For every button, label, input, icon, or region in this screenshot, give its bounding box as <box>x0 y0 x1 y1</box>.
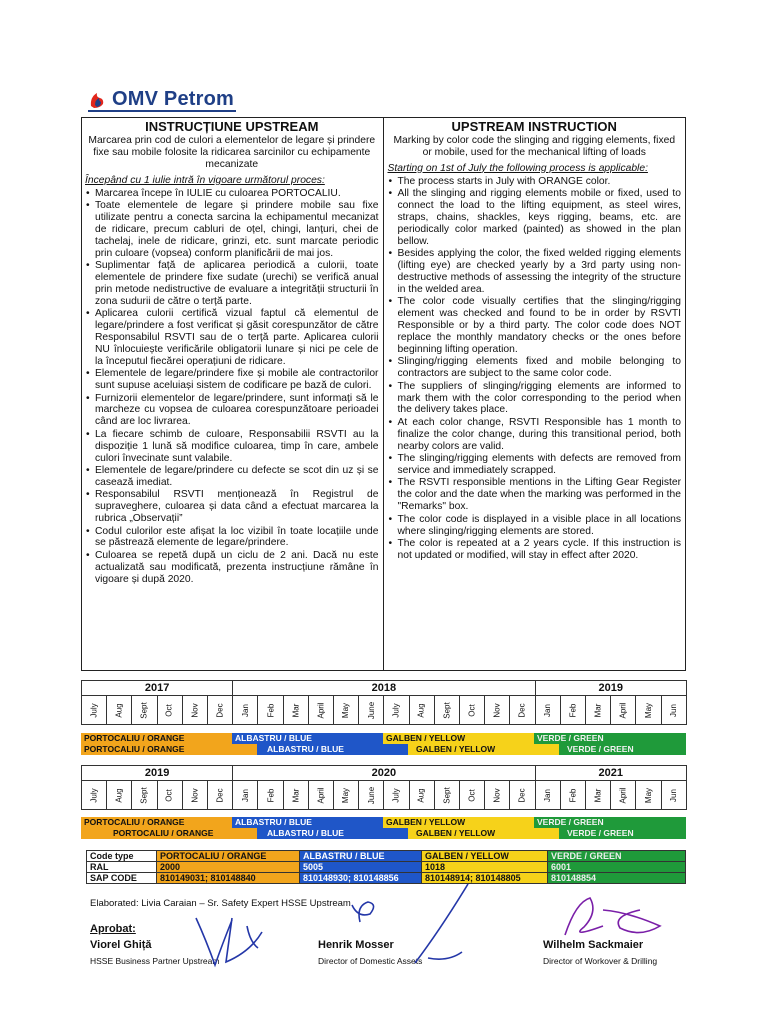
month-label: Oct <box>467 704 477 717</box>
band-yellow-transition: GALBEN / YELLOW <box>408 828 559 839</box>
month-label: Mar <box>593 703 603 718</box>
month-label: April <box>316 702 326 719</box>
signature-2 <box>352 884 468 963</box>
signatory-1-name: Viorel Ghiță <box>90 939 152 951</box>
month-cell <box>233 696 258 725</box>
english-column <box>384 118 686 670</box>
band-green-transition: VERDE / GREEN <box>559 828 686 839</box>
month-cell <box>434 781 459 810</box>
band-yellow: GALBEN / YELLOW <box>383 733 534 744</box>
month-cell <box>107 696 132 725</box>
list-item: • Slinging/rigging elements fixed and mobile belonging to contractors are subject to the same color code. <box>388 356 682 380</box>
month-label: July <box>391 703 401 718</box>
month-cell <box>283 781 308 810</box>
month-label: Nov <box>190 788 200 803</box>
signatory-2-role: Director of Domestic Assets <box>318 956 423 966</box>
right-title: UPSTREAM INSTRUCTION <box>451 119 617 134</box>
code-cell: 810148914; 810148805 <box>422 873 548 884</box>
code-cell: 2000 <box>157 862 300 873</box>
code-label: RAL <box>87 862 157 873</box>
list-item: • Culoarea se repetă după un ciclu de 2 ani. Dacă nu este actualizată sau modificată, prezenta instrucțiune rămâne în vigoare și după 2020. <box>85 550 379 586</box>
code-cell: 810148930; 810148856 <box>300 873 422 884</box>
code-cell: 810148854 <box>548 873 686 884</box>
month-cell <box>283 696 308 725</box>
month-label: April <box>618 702 628 719</box>
month-label: April <box>316 787 326 804</box>
list-item: • Responsabilul RSVTI menționează în Registrul de supraveghere, culoarea și data când a efectuat marcarea la rubrica „Observații” <box>85 489 379 525</box>
month-cell <box>560 696 585 725</box>
month-cell <box>132 781 157 810</box>
band-blue: ALBASTRU / BLUE <box>232 733 383 744</box>
code-cell: ALBASTRU / BLUE <box>300 851 422 862</box>
month-cell <box>308 781 333 810</box>
signatory-3-role: Director of Workover & Drilling <box>543 956 658 966</box>
list-item: • The process starts in July with ORANGE color. <box>388 176 682 188</box>
code-cell: PORTOCALIU / ORANGE <box>157 851 300 862</box>
month-label: Dec <box>215 703 225 718</box>
month-label: Jun <box>669 789 679 802</box>
band-orange-transition: PORTOCALIU / ORANGE <box>81 744 257 755</box>
months-row-1 <box>82 696 687 725</box>
month-cell <box>157 781 182 810</box>
month-label: Feb <box>265 703 275 718</box>
month-cell <box>207 781 232 810</box>
month-cell <box>157 696 182 725</box>
month-label: Feb <box>568 703 578 718</box>
list-item: • The color is repeated at a 2 years cycle. If this instruction is not updated or modified, will stay in effect after 2020. <box>388 538 682 562</box>
year-cell: 2017 <box>82 681 233 696</box>
month-label: Nov <box>492 703 502 718</box>
code-label: SAP CODE <box>87 873 157 884</box>
month-cell <box>535 696 560 725</box>
month-cell <box>409 781 434 810</box>
month-cell <box>182 781 207 810</box>
list-item: • Aplicarea culorii certifică vizual faptul că elementul de legare/prindere a fost verificat și găsit corespunzător de către Responsabilul RSVTI sau de o terță parte. Aplicarea culorii NU înlocuiește verificările obligatorii lunare și nici pe cele de la începutul fiecărei operațiuni de ridicare. <box>85 308 379 368</box>
month-cell <box>409 696 434 725</box>
list-item: • Elementele de legare/prindere fixe și mobile ale contractorilor sunt supuse aceluiași sistem de codificare pe bază de culori. <box>85 368 379 392</box>
month-cell <box>636 781 661 810</box>
list-item: • Codul culorilor este afișat la loc vizibil în toate locațiile unde se păstrează elemente de legare/prindere. <box>85 526 379 550</box>
list-item: • The slinging/rigging elements with defects are removed from service and immediately scrapped. <box>388 453 682 477</box>
band-yellow: GALBEN / YELLOW <box>383 817 534 828</box>
list-item: • La fiecare schimb de culoare, Responsabilii RSVTI au la dispoziție 1 lună să modifice culoarea, timp în care, ambele culori învecinate sunt valabile. <box>85 429 379 465</box>
month-label: Mar <box>291 703 301 718</box>
signature-3 <box>565 898 660 935</box>
month-cell <box>459 781 484 810</box>
table-row <box>87 851 686 862</box>
list-item: • Suplimentar față de aplicarea periodică a culorii, toate elementele de prindere fixe sudate (urechi) se verifică anual prin metode nedistructive de evaluare a integrității structurii în zona sudurii de către o terță parte. <box>85 260 379 308</box>
month-label: Jan <box>543 789 553 802</box>
list-item: • Besides applying the color, the fixed welded rigging elements (lifting eye) are checked yearly by a 3rd party using non-destructive methods of assessing the integrity of the structure in the welded area. <box>388 248 682 296</box>
list-item: • Marcarea începe în IULIE cu culoarea PORTOCALIU. <box>85 188 379 200</box>
month-label: Oct <box>165 704 175 717</box>
month-cell <box>510 696 535 725</box>
band-blue-transition: ALBASTRU / BLUE <box>257 828 408 839</box>
list-item: • Elementele de legare/prindere cu defecte se scot din uz și se casează imediat. <box>85 465 379 489</box>
list-item: • At each color change, RSVTI Responsible has 1 month to finalize the color change, during this transitional period, both nearby colors are valid. <box>388 417 682 453</box>
brand-name: OMV Petrom <box>112 87 235 110</box>
omv-petrom-logo <box>88 86 234 112</box>
approved-label: Aprobat: <box>90 923 136 935</box>
month-cell <box>485 781 510 810</box>
table-row <box>87 873 686 884</box>
month-label: Aug <box>114 788 124 803</box>
month-label: Sept <box>442 702 452 719</box>
band-blue: ALBASTRU / BLUE <box>232 817 383 828</box>
month-cell <box>535 781 560 810</box>
month-cell <box>182 696 207 725</box>
list-item: • The color code visually certifies that the slinging/rigging element was checked and found to be in order by RSVTI Responsible or by a third party. The color code does NOT replace the monthly mandatory checks or the ones before beginning lifting operation. <box>388 296 682 356</box>
month-label: Dec <box>517 703 527 718</box>
month-label: Sept <box>139 787 149 804</box>
month-cell <box>82 781 107 810</box>
table-row <box>87 862 686 873</box>
instruction-columns <box>81 117 686 671</box>
month-label: May <box>341 787 351 804</box>
left-title: INSTRUCȚIUNE UPSTREAM <box>145 119 319 134</box>
code-label: Code type <box>87 851 157 862</box>
month-cell <box>359 696 384 725</box>
month-label: June <box>366 701 376 720</box>
list-item: • All the slinging and rigging elements mobile or fixed, used to connect the load to the lifting equipment, as steel wires, straps, chains, shackles, keys rigging, beams, etc. are periodically color marked (painted) as showed in the plan bellow. <box>388 188 682 248</box>
month-cell <box>661 696 686 725</box>
month-cell <box>233 781 258 810</box>
year-cell: 2018 <box>233 681 535 696</box>
month-label: Jan <box>240 789 250 802</box>
month-label: April <box>618 787 628 804</box>
band-orange: PORTOCALIU / ORANGE <box>81 817 232 828</box>
code-cell: VERDE / GREEN <box>548 851 686 862</box>
schedule-table-1 <box>81 680 687 725</box>
year-cell: 2019 <box>535 681 686 696</box>
band-green: VERDE / GREEN <box>534 733 686 744</box>
romanian-column <box>82 118 384 670</box>
code-cell: 5005 <box>300 862 422 873</box>
month-cell <box>560 781 585 810</box>
month-cell <box>611 696 636 725</box>
petrom-flame-icon <box>88 89 108 109</box>
right-intro: Starting on 1st of July the following process is applicable: <box>387 162 648 174</box>
list-item: • Toate elementele de legare și prindere mobile sau fixe utilizate pentru a conecta sarcina la echipamentul mecanizat de ridicare, precum cabluri de oțel, chingi, lanțuri, chei de tachelaj, inele de ridicare, grinzi, etc. sunt marcate periodic prin culoare (vopsea) conform planificării de mai jos. <box>85 200 379 260</box>
month-label: July <box>391 788 401 803</box>
band-green-transition: VERDE / GREEN <box>559 744 686 755</box>
month-cell <box>132 696 157 725</box>
month-label: Mar <box>291 788 301 803</box>
list-item: • The color code is displayed in a visible place in all locations where slinging/rigging elements are stored. <box>388 514 682 538</box>
year-cell: 2020 <box>233 766 535 781</box>
band-green: VERDE / GREEN <box>534 817 686 828</box>
signatory-2-name: Henrik Mosser <box>318 939 394 951</box>
month-label: Mar <box>593 788 603 803</box>
month-label: Nov <box>492 788 502 803</box>
month-label: Nov <box>190 703 200 718</box>
month-cell <box>586 696 611 725</box>
month-label: May <box>643 787 653 804</box>
month-label: Dec <box>215 788 225 803</box>
month-label: July <box>89 703 99 718</box>
right-subtitle: Marking by color code the slinging and rigging elements, fixed or mobile, used for the mechanical lifting of loads <box>393 135 676 158</box>
month-cell <box>459 696 484 725</box>
band-yellow-transition: GALBEN / YELLOW <box>408 744 559 755</box>
left-intro: Începând cu 1 iulie intră în vigoare următorul proces: <box>85 174 325 186</box>
code-cell: 810149031; 810148840 <box>157 873 300 884</box>
code-cell: 1018 <box>422 862 548 873</box>
list-item: • Furnizorii elementelor de legare/prindere, sunt informați să le marcheze cu vopsea de culoarea corespunzătoare perioadei când are loc livrarea. <box>85 393 379 429</box>
month-label: July <box>89 788 99 803</box>
month-label: Feb <box>568 788 578 803</box>
schedule-table-2 <box>81 765 687 810</box>
year-cell: 2021 <box>535 766 686 781</box>
month-cell <box>636 696 661 725</box>
month-cell <box>258 696 283 725</box>
left-list <box>85 188 379 586</box>
month-label: Jan <box>543 704 553 717</box>
month-label: Feb <box>265 788 275 803</box>
month-cell <box>308 696 333 725</box>
list-item: • The suppliers of slinging/rigging elements are informed to mark them with the color corresponding to the period when the delivery takes place. <box>388 381 682 417</box>
band-blue-transition: ALBASTRU / BLUE <box>257 744 408 755</box>
month-cell <box>510 781 535 810</box>
color-code-table <box>86 850 686 884</box>
code-cell: 6001 <box>548 862 686 873</box>
list-item: • The RSVTI responsible mentions in the Lifting Gear Register the color and the date when the marking was performed in the "Remarks" box. <box>388 477 682 513</box>
code-cell: GALBEN / YELLOW <box>422 851 548 862</box>
month-cell <box>107 781 132 810</box>
month-label: Aug <box>417 788 427 803</box>
months-row-2 <box>82 781 687 810</box>
month-cell <box>384 696 409 725</box>
elaborated-by: Elaborated: Livia Caraian – Sr. Safety Expert HSSE Upstream <box>90 898 351 909</box>
year-cell: 2019 <box>82 766 233 781</box>
month-label: May <box>341 702 351 719</box>
month-cell <box>586 781 611 810</box>
month-label: May <box>643 702 653 719</box>
month-label: Oct <box>165 789 175 802</box>
month-label: Jun <box>669 704 679 717</box>
month-cell <box>333 781 358 810</box>
month-cell <box>82 696 107 725</box>
month-label: Dec <box>517 788 527 803</box>
month-cell <box>258 781 283 810</box>
month-label: Aug <box>114 703 124 718</box>
month-cell <box>434 696 459 725</box>
month-label: Sept <box>442 787 452 804</box>
month-cell <box>384 781 409 810</box>
signatory-1-role: HSSE Business Partner Upstream <box>90 956 220 966</box>
month-label: Sept <box>139 702 149 719</box>
month-cell <box>611 781 636 810</box>
month-cell <box>207 696 232 725</box>
left-subtitle: Marcarea prin cod de culori a elementelor de legare și prindere fixe sau mobile folosite la ridicarea sarcinilor cu echipamente mecanizate <box>88 135 376 170</box>
month-cell <box>485 696 510 725</box>
month-label: Aug <box>417 703 427 718</box>
signatory-3-name: Wilhelm Sackmaier <box>543 939 644 951</box>
month-label: Jan <box>240 704 250 717</box>
band-orange-transition: PORTOCALIU / ORANGE <box>81 828 257 839</box>
logo-underline <box>88 110 236 112</box>
month-label: Oct <box>467 789 477 802</box>
month-cell <box>333 696 358 725</box>
month-cell <box>359 781 384 810</box>
month-label: June <box>366 786 376 805</box>
month-cell <box>661 781 686 810</box>
band-orange: PORTOCALIU / ORANGE <box>81 733 232 744</box>
right-list <box>388 176 682 562</box>
